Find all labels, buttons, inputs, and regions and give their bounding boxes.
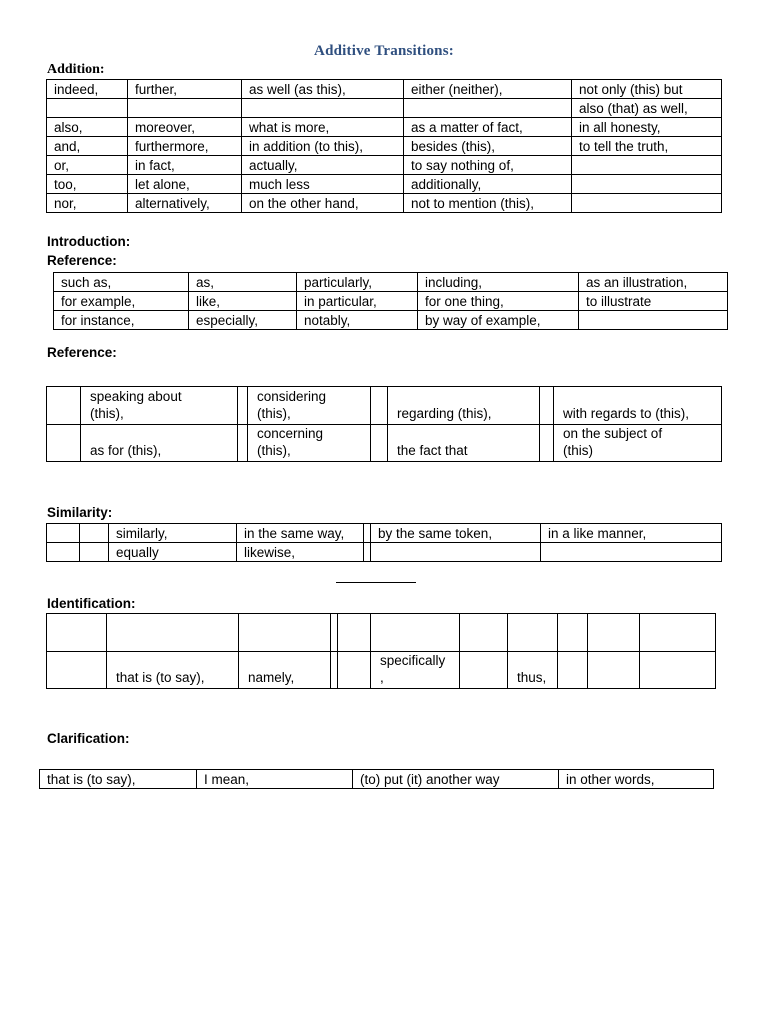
table-cell: [81, 425, 238, 462]
table-cell: actually,: [242, 156, 404, 175]
table-cell: in a like manner,: [541, 524, 722, 543]
cell-line-2: [248, 633, 330, 650]
reference-heading: Reference:: [47, 345, 117, 360]
table-row: [47, 156, 722, 175]
cell-line-1: [649, 653, 715, 670]
table-cell: (to) put (it) another way: [353, 770, 559, 789]
identification-heading: Identification:: [47, 596, 136, 611]
table-cell: [239, 614, 331, 652]
table-cell: [588, 614, 640, 652]
cell-line-1: [597, 616, 639, 633]
table-cell: as well (as this),: [242, 80, 404, 99]
table-cell: [331, 614, 338, 652]
cell-line-2: [549, 443, 553, 460]
cell-line-1: specifically: [380, 653, 446, 668]
table-cell: [558, 614, 588, 652]
cell-line-1: [380, 616, 459, 633]
cell-line-2: [597, 670, 639, 687]
table-cell: [388, 425, 540, 462]
table-cell: in the same way,: [237, 524, 364, 543]
cell-line-1: [248, 653, 330, 670]
table-cell: additionally,: [404, 175, 572, 194]
table-row: [47, 137, 722, 156]
clarification-table: [39, 769, 714, 789]
clarification-heading: Clarification:: [47, 731, 130, 746]
cell-line-2: [347, 633, 370, 650]
cell-line-2: [380, 443, 387, 460]
cell-line-1: [517, 653, 557, 670]
table-cell: I mean,: [197, 770, 353, 789]
table-cell: or,: [47, 156, 128, 175]
table-row: [47, 614, 716, 652]
table-cell: let alone,: [128, 175, 242, 194]
table-cell: [371, 652, 460, 689]
table-cell: [554, 387, 722, 425]
cell-line-2: [380, 633, 459, 650]
table-row: [47, 652, 716, 689]
table-cell: including,: [418, 273, 579, 292]
table-row: [54, 273, 728, 292]
table-cell: that is (to say),: [40, 770, 197, 789]
table-cell: such as,: [54, 273, 189, 292]
table-cell: either (neither),: [404, 80, 572, 99]
table-cell: [238, 387, 248, 425]
table-cell: in particular,: [297, 292, 418, 311]
table-cell: to illustrate: [579, 292, 728, 311]
table-cell: [541, 543, 722, 562]
table-cell: likewise,: [237, 543, 364, 562]
table-cell: [128, 99, 242, 118]
table-row: [54, 292, 728, 311]
cell-line-1: [56, 653, 106, 670]
table-cell: [242, 99, 404, 118]
table-cell: much less: [242, 175, 404, 194]
table-cell: furthermore,: [128, 137, 242, 156]
table-cell: as,: [189, 273, 297, 292]
similarity-heading: Similarity:: [47, 505, 113, 520]
table-cell: [248, 425, 371, 462]
table-cell: [554, 425, 722, 462]
cell-line-2: [56, 443, 80, 460]
table-cell: alternatively,: [128, 194, 242, 213]
table-cell: [80, 524, 109, 543]
table-cell: [338, 614, 371, 652]
cell-line-2: [567, 670, 587, 687]
page-title: Additive Transitions:: [314, 43, 454, 59]
cell-line-1: [397, 389, 539, 406]
separator-line: [336, 582, 416, 583]
cell-line-2: [597, 633, 639, 650]
cell-line-2: [56, 670, 106, 687]
cell-line-1: [116, 616, 238, 633]
table-cell: [371, 614, 460, 652]
cell-line-1: [549, 389, 553, 406]
table-cell: [239, 652, 331, 689]
cell-line-2: [649, 670, 715, 687]
table-row: [47, 387, 722, 425]
table-cell: in fact,: [128, 156, 242, 175]
table-row: [47, 99, 722, 118]
cell-line-2: [56, 406, 80, 423]
table-cell: [371, 387, 388, 425]
table-cell: [338, 652, 371, 689]
cell-line-2: [56, 633, 106, 650]
cell-line-2: [469, 670, 507, 687]
table-cell: [404, 99, 572, 118]
table-cell: also (that) as well,: [572, 99, 722, 118]
table-cell: [331, 652, 338, 689]
table-row: [47, 80, 722, 99]
table-cell: not to mention (this),: [404, 194, 572, 213]
cell-line-2: the fact that: [397, 443, 468, 458]
table-cell: [248, 387, 371, 425]
table-row: [54, 311, 728, 330]
cell-line-1: [649, 616, 715, 633]
cell-line-2: [347, 670, 370, 687]
cell-line-2: that is (to say),: [116, 670, 205, 685]
cell-line-1: [56, 389, 80, 406]
introduction-reference-heading: Reference:: [47, 253, 117, 268]
table-cell: [640, 614, 716, 652]
introduction-heading: Introduction:: [47, 234, 131, 249]
table-cell: for instance,: [54, 311, 189, 330]
cell-line-2: [567, 633, 587, 650]
table-cell: equally: [109, 543, 237, 562]
cell-line-1: [597, 653, 639, 670]
table-row: [47, 524, 722, 543]
table-cell: similarly,: [109, 524, 237, 543]
cell-line-1: [517, 616, 557, 633]
similarity-table: [46, 523, 722, 562]
table-cell: further,: [128, 80, 242, 99]
table-cell: [572, 156, 722, 175]
cell-line-2: (this),: [90, 406, 124, 421]
table-cell: moreover,: [128, 118, 242, 137]
cell-line-2: (this): [563, 443, 593, 458]
table-row: [47, 118, 722, 137]
table-cell: [371, 425, 388, 462]
table-cell: for one thing,: [418, 292, 579, 311]
table-cell: [47, 524, 80, 543]
cell-line-2: as for (this),: [90, 443, 162, 458]
table-cell: [572, 175, 722, 194]
table-cell: [572, 194, 722, 213]
table-cell: [588, 652, 640, 689]
table-cell: for example,: [54, 292, 189, 311]
cell-line-1: [469, 616, 507, 633]
cell-line-1: [347, 616, 370, 633]
table-cell: [540, 425, 554, 462]
addition-heading: Addition:: [47, 62, 105, 77]
cell-line-2: (this),: [257, 406, 291, 421]
table-cell: like,: [189, 292, 297, 311]
table-cell: [460, 652, 508, 689]
table-row: [47, 194, 722, 213]
table-cell: too,: [47, 175, 128, 194]
cell-line-1: [380, 426, 387, 443]
cell-line-1: [380, 389, 387, 406]
table-cell: [80, 543, 109, 562]
cell-line-1: [397, 426, 539, 443]
table-cell: in all honesty,: [572, 118, 722, 137]
table-cell: [47, 652, 107, 689]
cell-line-2: ,: [380, 670, 384, 685]
cell-line-1: [567, 653, 587, 670]
table-cell: [640, 652, 716, 689]
cell-line-2: namely,: [248, 670, 295, 685]
table-cell: as an illustration,: [579, 273, 728, 292]
cell-line-2: [649, 633, 715, 650]
table-cell: in addition (to this),: [242, 137, 404, 156]
table-cell: not only (this) but: [572, 80, 722, 99]
table-cell: [371, 543, 541, 562]
table-cell: also,: [47, 118, 128, 137]
table-cell: and,: [47, 137, 128, 156]
cell-line-2: [549, 406, 553, 423]
cell-line-2: thus,: [517, 670, 547, 685]
cell-line-1: [248, 616, 330, 633]
table-cell: [47, 425, 81, 462]
cell-line-1: [549, 426, 553, 443]
cell-line-1: considering: [257, 389, 327, 404]
table-cell: especially,: [189, 311, 297, 330]
table-cell: in other words,: [559, 770, 714, 789]
table-cell: [508, 614, 558, 652]
table-cell: indeed,: [47, 80, 128, 99]
cell-line-1: on the subject of: [563, 426, 663, 441]
table-cell: what is more,: [242, 118, 404, 137]
cell-line-1: [90, 426, 237, 443]
cell-line-1: [469, 653, 507, 670]
reference-table: [46, 386, 722, 462]
table-cell: [107, 652, 239, 689]
cell-line-1: [116, 653, 238, 670]
table-row: [47, 543, 722, 562]
table-cell: on the other hand,: [242, 194, 404, 213]
table-cell: [47, 387, 81, 425]
cell-line-1: [567, 616, 587, 633]
addition-table: [46, 79, 722, 213]
identification-table: [46, 613, 716, 689]
table-cell: [364, 543, 371, 562]
cell-line-2: [469, 633, 507, 650]
introduction-table: [53, 272, 728, 330]
table-row: [47, 425, 722, 462]
table-cell: to say nothing of,: [404, 156, 572, 175]
table-cell: [47, 543, 80, 562]
table-cell: [238, 425, 248, 462]
table-cell: [460, 614, 508, 652]
table-row: [47, 175, 722, 194]
table-cell: besides (this),: [404, 137, 572, 156]
table-cell: [540, 387, 554, 425]
cell-line-2: [517, 633, 557, 650]
cell-line-1: [56, 616, 106, 633]
cell-line-1: speaking about: [90, 389, 182, 404]
table-cell: to tell the truth,: [572, 137, 722, 156]
cell-line-2: [380, 406, 387, 423]
table-cell: [81, 387, 238, 425]
table-cell: notably,: [297, 311, 418, 330]
table-cell: particularly,: [297, 273, 418, 292]
cell-line-2: [116, 633, 238, 650]
table-cell: [579, 311, 728, 330]
table-cell: as a matter of fact,: [404, 118, 572, 137]
cell-line-1: concerning: [257, 426, 324, 441]
table-cell: [107, 614, 239, 652]
table-cell: [508, 652, 558, 689]
cell-line-1: [347, 653, 370, 670]
table-cell: [558, 652, 588, 689]
table-cell: [388, 387, 540, 425]
cell-line-2: regarding (this),: [397, 406, 492, 421]
table-cell: by the same token,: [371, 524, 541, 543]
table-cell: by way of example,: [418, 311, 579, 330]
cell-line-1: [563, 389, 721, 406]
cell-line-1: [56, 426, 80, 443]
table-cell: [47, 99, 128, 118]
cell-line-2: (this),: [257, 443, 291, 458]
cell-line-2: with regards to (this),: [563, 406, 690, 421]
table-row: [40, 770, 714, 789]
table-cell: [47, 614, 107, 652]
table-cell: nor,: [47, 194, 128, 213]
table-cell: [364, 524, 371, 543]
